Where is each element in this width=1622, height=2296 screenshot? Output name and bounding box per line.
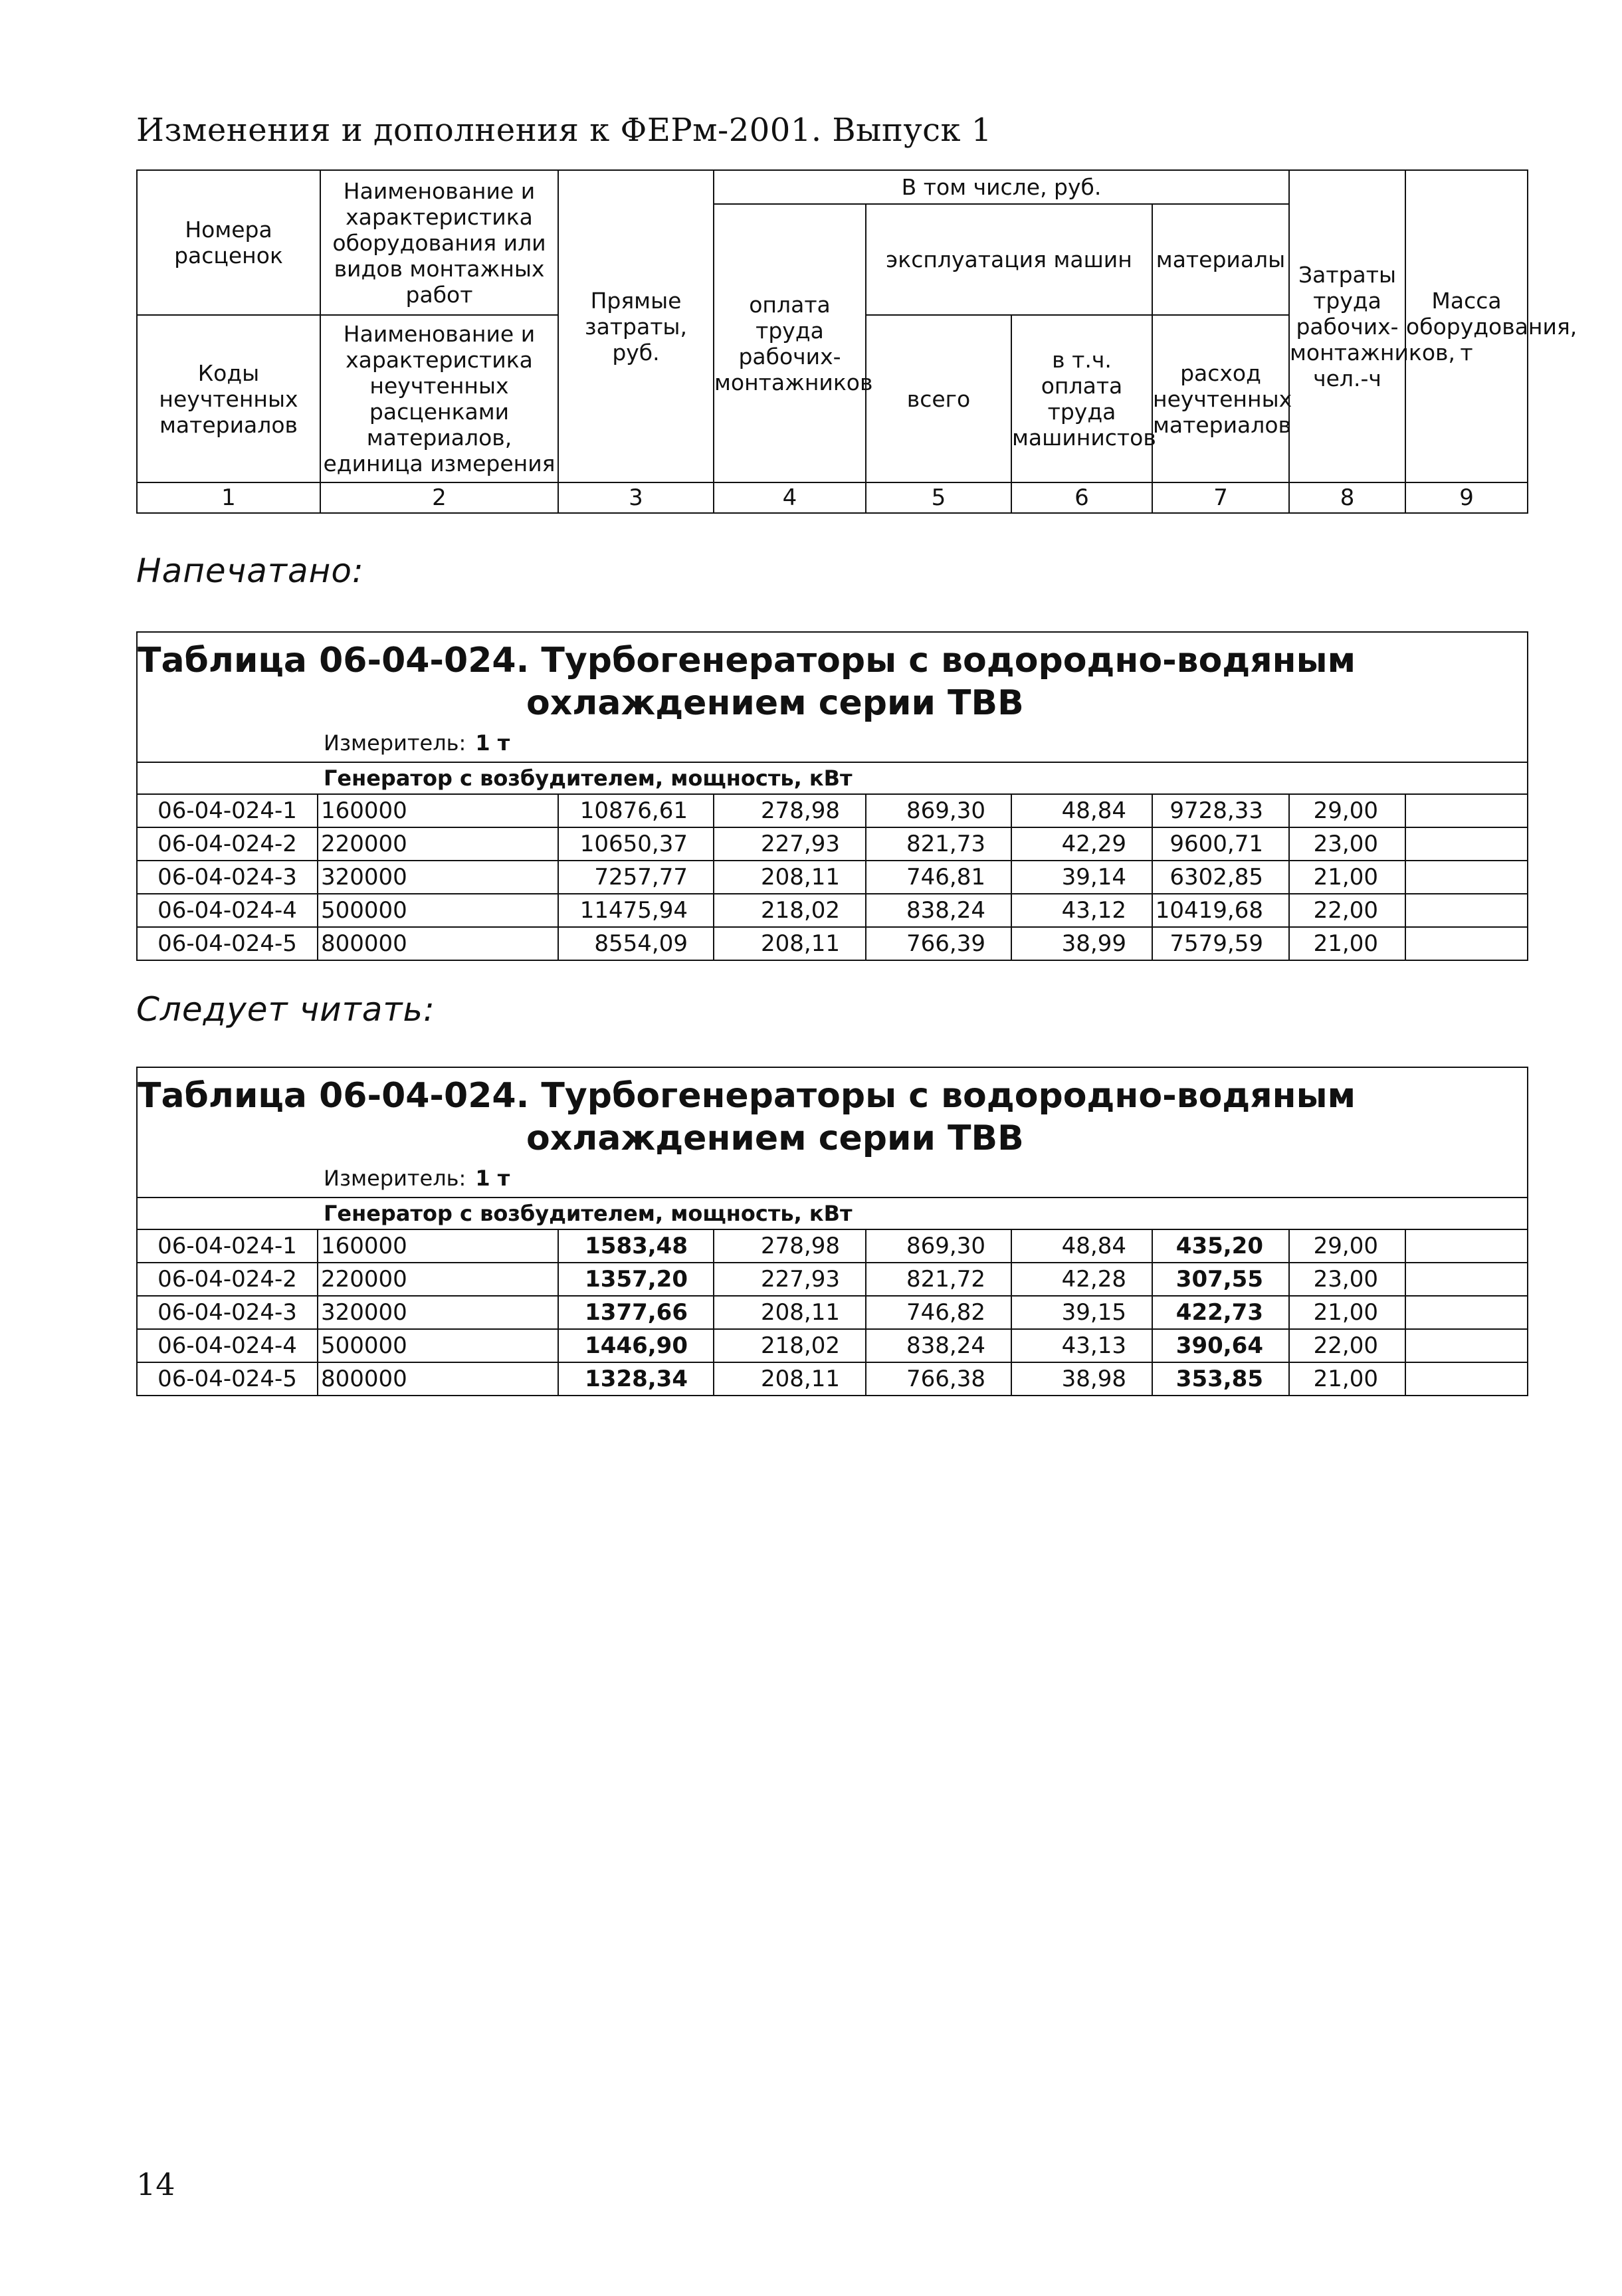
materials-cell: 10419,68 — [1152, 894, 1289, 927]
mass-cell — [1405, 1296, 1528, 1329]
mass-cell — [1405, 927, 1528, 960]
printed-measure-unit — [137, 724, 1528, 762]
hours-cell: 21,00 — [1289, 927, 1405, 960]
printed-subheader: Генератор с возбудителем, мощность, кВт — [137, 762, 1528, 794]
materials-cell: 6302,85 — [1152, 861, 1289, 894]
table-row — [137, 794, 1528, 827]
table-title-line: охлаждением серии ТВВ — [526, 1118, 1024, 1158]
corrected-section-label: Следует читать: — [136, 990, 435, 1029]
rate-name: 500000 — [318, 894, 558, 927]
rate-code: 06-04-024-3 — [137, 1296, 318, 1329]
table-row — [137, 827, 1528, 861]
table-row — [137, 1229, 1528, 1263]
table-row — [137, 861, 1528, 894]
mass-cell — [1405, 861, 1528, 894]
table-row — [137, 1362, 1528, 1396]
corrected-table — [136, 1067, 1528, 1396]
operators-cell: 39,15 — [1011, 1296, 1152, 1329]
materials-cell: 7579,59 — [1152, 927, 1289, 960]
operators-cell: 43,13 — [1011, 1329, 1152, 1362]
operators-cell: 43,12 — [1011, 894, 1152, 927]
machines-cell: 746,82 — [866, 1296, 1011, 1329]
labor-cell: 208,11 — [714, 927, 866, 960]
hours-cell: 21,00 — [1289, 1362, 1405, 1396]
materials-cell: 435,20 — [1152, 1229, 1289, 1263]
operators-cell: 42,28 — [1011, 1263, 1152, 1296]
direct-costs-cell: 1583,48 — [558, 1229, 714, 1263]
hours-cell: 21,00 — [1289, 861, 1405, 894]
mass-cell — [1405, 1263, 1528, 1296]
table-row — [137, 1329, 1528, 1362]
direct-costs-cell: 7257,77 — [558, 861, 714, 894]
hours-cell: 22,00 — [1289, 894, 1405, 927]
direct-costs-cell: 10876,61 — [558, 794, 714, 827]
labor-cell: 227,93 — [714, 1263, 866, 1296]
column-number: 2 — [320, 482, 558, 513]
labor-cell: 278,98 — [714, 794, 866, 827]
hours-cell: 29,00 — [1289, 794, 1405, 827]
table-title-line: охлаждением серии ТВВ — [526, 683, 1024, 723]
mass-cell — [1405, 1229, 1528, 1263]
machines-cell: 746,81 — [866, 861, 1011, 894]
hours-cell: 23,00 — [1289, 827, 1405, 861]
rate-code: 06-04-024-1 — [137, 1229, 318, 1263]
hours-cell: 23,00 — [1289, 1263, 1405, 1296]
header-direct-costs: Прямые затраты, руб. — [558, 170, 714, 482]
rate-code: 06-04-024-1 — [137, 794, 318, 827]
rate-name: 320000 — [318, 1296, 558, 1329]
machines-cell: 869,30 — [866, 794, 1011, 827]
header-including-group: В том числе, руб. — [714, 170, 1289, 204]
header-rate-numbers: Номера расценок — [137, 170, 320, 315]
labor-cell: 218,02 — [714, 1329, 866, 1362]
operators-cell: 39,14 — [1011, 861, 1152, 894]
rate-code: 06-04-024-4 — [137, 1329, 318, 1362]
header-equipment-name: Наименование и характеристика оборудования или видов монтажных работ — [320, 170, 558, 315]
labor-cell: 278,98 — [714, 1229, 866, 1263]
column-number: 6 — [1011, 482, 1152, 513]
measure-label: Измеритель: — [324, 1166, 466, 1191]
machines-cell: 821,73 — [866, 827, 1011, 861]
rate-code: 06-04-024-5 — [137, 927, 318, 960]
hours-cell: 22,00 — [1289, 1329, 1405, 1362]
measure-value: 1 т — [475, 1166, 510, 1191]
direct-costs-cell: 1446,90 — [558, 1329, 714, 1362]
printed-section-label: Напечатано: — [136, 552, 364, 590]
operators-cell: 42,29 — [1011, 827, 1152, 861]
operators-cell: 48,84 — [1011, 794, 1152, 827]
column-number: 5 — [866, 482, 1011, 513]
direct-costs-cell: 1328,34 — [558, 1362, 714, 1396]
header-worker-pay: оплата труда рабочих-монтажников — [714, 204, 866, 482]
header-unaccounted-codes: Коды неучтенных материалов — [137, 315, 320, 482]
rate-code: 06-04-024-3 — [137, 861, 318, 894]
rate-name: 160000 — [318, 794, 558, 827]
table-title-line: Таблица 06-04-024. Турбогенераторы с водородно-водяным — [138, 641, 1356, 680]
labor-cell: 227,93 — [714, 827, 866, 861]
labor-cell: 208,11 — [714, 1296, 866, 1329]
rate-name: 320000 — [318, 861, 558, 894]
header-operator-pay: в т.ч. оплата труда машинистов — [1011, 315, 1152, 482]
corrected-subheader: Генератор с возбудителем, мощность, кВт — [137, 1198, 1528, 1229]
page-number: 14 — [136, 2166, 175, 2202]
hours-cell: 21,00 — [1289, 1296, 1405, 1329]
table-row — [137, 1296, 1528, 1329]
mass-cell — [1405, 1362, 1528, 1396]
materials-cell: 307,55 — [1152, 1263, 1289, 1296]
column-number: 4 — [714, 482, 866, 513]
header-materials: материалы — [1152, 204, 1289, 315]
mass-cell — [1405, 827, 1528, 861]
column-number: 3 — [558, 482, 714, 513]
machines-cell: 766,39 — [866, 927, 1011, 960]
materials-cell: 422,73 — [1152, 1296, 1289, 1329]
direct-costs-cell: 11475,94 — [558, 894, 714, 927]
header-equipment-mass: Масса оборудования, т — [1405, 170, 1528, 482]
rate-code: 06-04-024-4 — [137, 894, 318, 927]
direct-costs-cell: 1377,66 — [558, 1296, 714, 1329]
header-material-consumption: расход неучтенных материалов — [1152, 315, 1289, 482]
rate-name: 800000 — [318, 1362, 558, 1396]
table-title-line: Таблица 06-04-024. Турбогенераторы с водородно-водяным — [138, 1076, 1356, 1116]
materials-cell: 9728,33 — [1152, 794, 1289, 827]
header-labor-hours: Затраты труда рабочих-монтажников, чел.-ч — [1289, 170, 1405, 482]
header-machine-operation: эксплуатация машин — [866, 204, 1152, 315]
direct-costs-cell: 1357,20 — [558, 1263, 714, 1296]
mass-cell — [1405, 894, 1528, 927]
labor-cell: 208,11 — [714, 1362, 866, 1396]
measure-value: 1 т — [475, 730, 510, 756]
operators-cell: 38,99 — [1011, 927, 1152, 960]
document-title: Изменения и дополнения к ФЕРм-2001. Выпуск 1 — [136, 112, 992, 149]
table-row — [137, 894, 1528, 927]
rate-name: 160000 — [318, 1229, 558, 1263]
measure-label: Измеритель: — [324, 730, 466, 756]
mass-cell — [1405, 1329, 1528, 1362]
rate-name: 500000 — [318, 1329, 558, 1362]
column-number: 9 — [1405, 482, 1528, 513]
machines-cell: 869,30 — [866, 1229, 1011, 1263]
direct-costs-cell: 10650,37 — [558, 827, 714, 861]
corrected-table-title — [137, 1067, 1528, 1160]
corrected-measure-unit — [137, 1160, 1528, 1198]
machines-cell: 838,24 — [866, 894, 1011, 927]
labor-cell: 218,02 — [714, 894, 866, 927]
column-number: 8 — [1289, 482, 1405, 513]
header-unaccounted-materials: Наименование и характеристика неучтенных расценками материалов, единица измерения — [320, 315, 558, 482]
table-row — [137, 1263, 1528, 1296]
rate-name: 800000 — [318, 927, 558, 960]
rate-name: 220000 — [318, 827, 558, 861]
printed-table-title — [137, 632, 1528, 724]
materials-cell: 390,64 — [1152, 1329, 1289, 1362]
header-column-numbers — [137, 482, 1528, 513]
header-machines-total: всего — [866, 315, 1011, 482]
printed-table — [136, 631, 1528, 961]
table-row — [137, 927, 1528, 960]
hours-cell: 29,00 — [1289, 1229, 1405, 1263]
rate-code: 06-04-024-2 — [137, 1263, 318, 1296]
column-number: 7 — [1152, 482, 1289, 513]
machines-cell: 838,24 — [866, 1329, 1011, 1362]
column-number: 1 — [137, 482, 320, 513]
direct-costs-cell: 8554,09 — [558, 927, 714, 960]
materials-cell: 9600,71 — [1152, 827, 1289, 861]
machines-cell: 766,38 — [866, 1362, 1011, 1396]
materials-cell: 353,85 — [1152, 1362, 1289, 1396]
labor-cell: 208,11 — [714, 861, 866, 894]
operators-cell: 48,84 — [1011, 1229, 1152, 1263]
machines-cell: 821,72 — [866, 1263, 1011, 1296]
column-header-table — [136, 169, 1577, 514]
rate-code: 06-04-024-2 — [137, 827, 318, 861]
rate-code: 06-04-024-5 — [137, 1362, 318, 1396]
rate-name: 220000 — [318, 1263, 558, 1296]
operators-cell: 38,98 — [1011, 1362, 1152, 1396]
mass-cell — [1405, 794, 1528, 827]
